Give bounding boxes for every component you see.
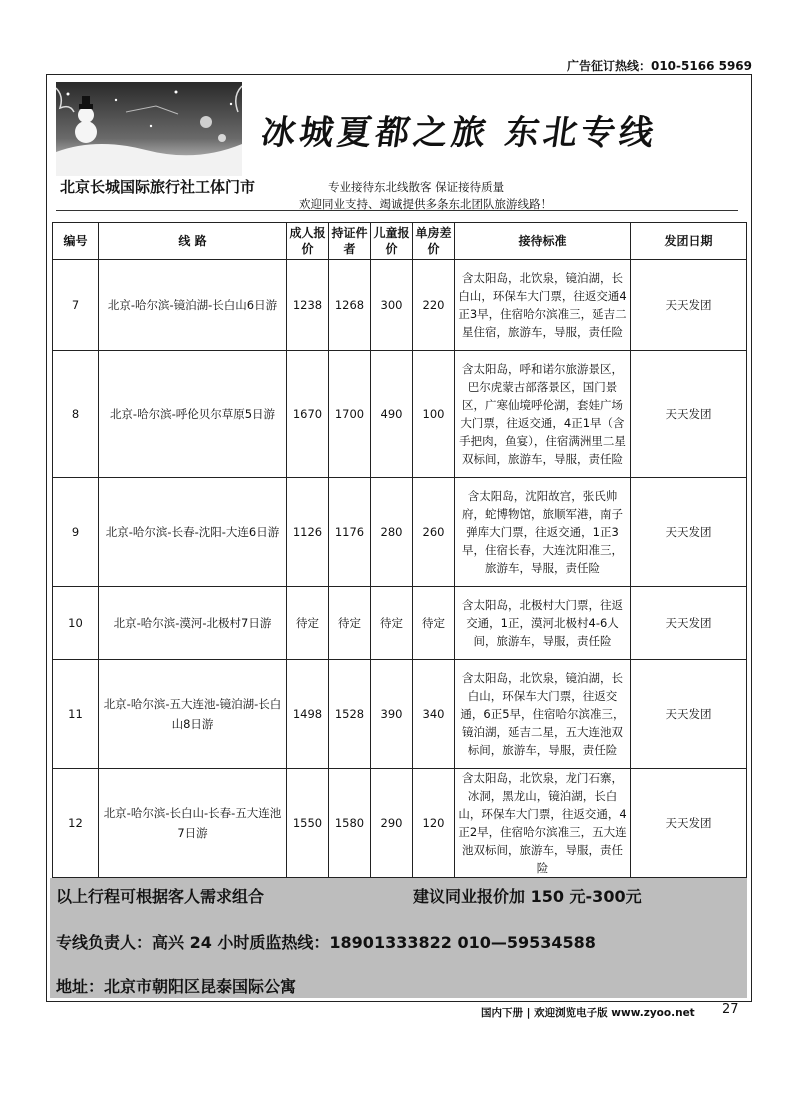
row-adult-price: 待定 bbox=[287, 587, 329, 660]
ad-hotline: 广告征订热线：010-5166 5969 bbox=[566, 59, 752, 73]
address: 地址：北京市朝阳区昆泰国际公寓 bbox=[56, 977, 297, 996]
row-cert-price: 1700 bbox=[329, 351, 371, 478]
table-row bbox=[53, 351, 747, 478]
page-footer-text: 国内下册 | 欢迎浏览电子版 www.zyoo.net bbox=[481, 1007, 695, 1019]
row-route: 北京-哈尔滨-呼伦贝尔草原5日游 bbox=[99, 351, 287, 478]
row-cert-price: 1268 bbox=[329, 260, 371, 351]
table-row bbox=[53, 769, 747, 878]
row-depart-date: 天天发团 bbox=[631, 587, 747, 660]
table-row bbox=[53, 260, 747, 351]
row-adult-price: 1498 bbox=[287, 660, 329, 769]
agency-name: 北京长城国际旅行社工体门市 bbox=[60, 178, 256, 196]
table-header-row bbox=[53, 223, 747, 260]
row-num: 11 bbox=[53, 660, 99, 769]
banner-title: 冰城夏都之旅 东北专线 bbox=[258, 113, 661, 153]
row-cert-price: 1528 bbox=[329, 660, 371, 769]
header-depart-date: 发团日期 bbox=[631, 223, 747, 260]
routes-table bbox=[52, 222, 747, 878]
row-standard: 含太阳岛，北饮泉，镜泊湖，长白山，环保车大门票，往返交通，6正5早，住宿哈尔滨准三，镜泊湖，延吉二星，五大连池双标间，旅游车，导服，责任险 bbox=[455, 660, 631, 769]
header-child-price: 儿童报价 bbox=[371, 223, 413, 260]
row-cert-price: 1580 bbox=[329, 769, 371, 878]
table-row bbox=[53, 660, 747, 769]
row-depart-date: 天天发团 bbox=[631, 478, 747, 587]
header-standard: 接待标准 bbox=[455, 223, 631, 260]
row-single-supplement: 260 bbox=[413, 478, 455, 587]
row-cert-price: 待定 bbox=[329, 587, 371, 660]
winter-banner-image bbox=[56, 82, 242, 176]
row-child-price: 280 bbox=[371, 478, 413, 587]
header-num: 编号 bbox=[53, 223, 99, 260]
row-standard: 含太阳岛，北饮泉，龙门石寨，冰洞，黑龙山，镜泊湖，长白山，环保车大门票，往返交通，4正2早，住宿哈尔滨准三，五大连池双标间，旅游车，导服，责任险 bbox=[455, 769, 631, 878]
row-standard: 含太阳岛，北极村大门票，往返交通，1正，漠河北极村4-6人间，旅游车，导服，责任险 bbox=[455, 587, 631, 660]
suggested-price-note: 建议同业报价加 150 元-300元 bbox=[413, 887, 642, 906]
row-single-supplement: 220 bbox=[413, 260, 455, 351]
table-row bbox=[53, 478, 747, 587]
row-single-supplement: 340 bbox=[413, 660, 455, 769]
divider bbox=[56, 210, 738, 211]
row-single-supplement: 100 bbox=[413, 351, 455, 478]
table-row bbox=[53, 587, 747, 660]
combine-note: 以上行程可根据客人需求组合 bbox=[56, 887, 265, 906]
row-depart-date: 天天发团 bbox=[631, 260, 747, 351]
row-route: 北京-哈尔滨-五大连池-镜泊湖-长白山8日游 bbox=[99, 660, 287, 769]
header-route: 线 路 bbox=[99, 223, 287, 260]
agency-tagline: 专业接待东北线散客 保证接待质量 bbox=[328, 180, 505, 194]
row-adult-price: 1670 bbox=[287, 351, 329, 478]
row-adult-price: 1238 bbox=[287, 260, 329, 351]
row-child-price: 390 bbox=[371, 660, 413, 769]
row-num: 9 bbox=[53, 478, 99, 587]
row-num: 10 bbox=[53, 587, 99, 660]
row-standard: 含太阳岛，呼和诺尔旅游景区，巴尔虎蒙古部落景区，国门景区，广寒仙境呼伦湖，套娃广场大门票，往返交通，4正1早（含手把肉，鱼宴），住宿满洲里二星双标间，旅游车，导服，责任险 bbox=[455, 351, 631, 478]
row-child-price: 待定 bbox=[371, 587, 413, 660]
row-cert-price: 1176 bbox=[329, 478, 371, 587]
row-depart-date: 天天发团 bbox=[631, 660, 747, 769]
footer-info-box bbox=[50, 878, 747, 998]
row-standard: 含太阳岛，沈阳故宫，张氏帅府，蛇博物馆，旅顺军港，南子弹库大门票，往返交通，1正3早，住宿长春，大连沈阳准三，旅游车，导服，责任险 bbox=[455, 478, 631, 587]
row-num: 12 bbox=[53, 769, 99, 878]
row-child-price: 300 bbox=[371, 260, 413, 351]
row-adult-price: 1550 bbox=[287, 769, 329, 878]
header-cert-price: 持证件者 bbox=[329, 223, 371, 260]
page-number: 27 bbox=[722, 1002, 739, 1017]
header-single-supplement: 单房差价 bbox=[413, 223, 455, 260]
row-child-price: 490 bbox=[371, 351, 413, 478]
row-route: 北京-哈尔滨-长春-沈阳-大连6日游 bbox=[99, 478, 287, 587]
row-num: 7 bbox=[53, 260, 99, 351]
row-route: 北京-哈尔滨-长白山-长春-五大连池7日游 bbox=[99, 769, 287, 878]
row-depart-date: 天天发团 bbox=[631, 351, 747, 478]
row-num: 8 bbox=[53, 351, 99, 478]
row-adult-price: 1126 bbox=[287, 478, 329, 587]
row-standard: 含太阳岛，北饮泉，镜泊湖，长白山，环保车大门票，往返交通4正3早，住宿哈尔滨准三，延吉二星住宿，旅游车，导服，责任险 bbox=[455, 260, 631, 351]
row-route: 北京-哈尔滨-漠河-北极村7日游 bbox=[99, 587, 287, 660]
row-child-price: 290 bbox=[371, 769, 413, 878]
row-depart-date: 天天发团 bbox=[631, 769, 747, 878]
row-route: 北京-哈尔滨-镜泊湖-长白山6日游 bbox=[99, 260, 287, 351]
row-single-supplement: 待定 bbox=[413, 587, 455, 660]
header-adult-price: 成人报价 bbox=[287, 223, 329, 260]
welcome-text: 欢迎同业支持、竭诚提供多条东北团队旅游线路！ bbox=[299, 197, 552, 211]
contact-hotline: 专线负责人：高兴 24 小时质监热线：18901333822 010—59534588 bbox=[56, 933, 596, 952]
row-single-supplement: 120 bbox=[413, 769, 455, 878]
